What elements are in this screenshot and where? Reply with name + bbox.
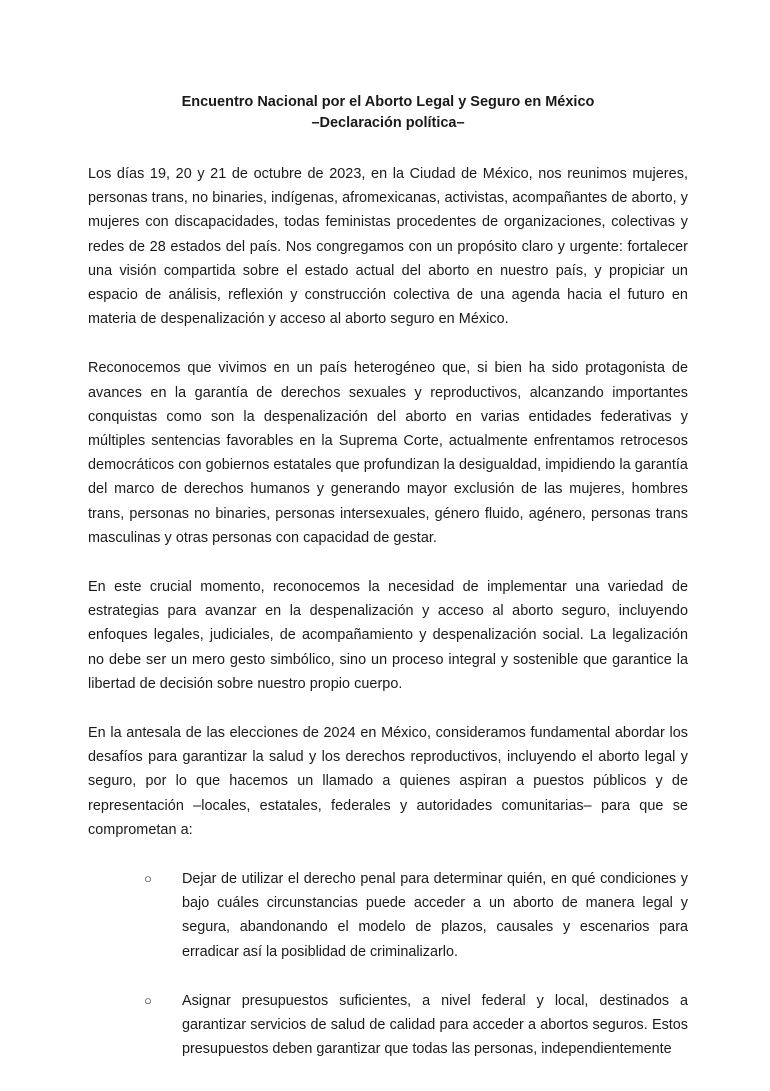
- list-item: [88, 989, 688, 1062]
- paragraph-context: Reconocemos que vivimos en un país heterogéneo que, si bien ha sido protagonista de avances en la garantía de derechos sexuales y reproductivos, alcanzando importantes conquistas como son la despenalización del aborto en varias entidades federativas y múltiples sentencias favorables en la Suprema Corte, actualmente enfrentamos retrocesos democráticos con gobiernos estatales que profundizan la desigualdad, impidiendo la garantía del marco de derechos humanos y generando mayor exclusión de las mujeres, hombres trans, personas no binaries, personas intersexuales, género fluido, agénero, personas trans masculinas y otras personas con capacidad de gestar.: [88, 360, 688, 546]
- document-header: [88, 92, 688, 134]
- list-item-text: Dejar de utilizar el derecho penal para determinar quién, en qué condiciones y bajo cuáles circunstancias puede acceder a un aborto de manera legal y segura, abandonando el modelo de plazos, causales y escenarios para erradicar así la posiblidad de criminalizarlo.: [182, 871, 688, 960]
- paragraph-elections: En la antesala de las elecciones de 2024 en México, consideramos fundamental abordar los desafíos para garantizar la salud y los derechos reproductivos, incluyendo el aborto legal y seguro, por lo que hacemos un llamado a quienes aspiran a puestos públicos y de representación –locales, estatales, federales y autoridades comunitarias– para que se comprometan a:: [88, 725, 688, 838]
- circle-bullet-icon: ○: [144, 871, 152, 887]
- commitments-list: [88, 867, 688, 1061]
- document-subtitle: –Declaración política–: [311, 115, 465, 131]
- circle-bullet-icon: ○: [144, 992, 152, 1008]
- paragraph-intro: Los días 19, 20 y 21 de octubre de 2023, en la Ciudad de México, nos reunimos mujeres, personas trans, no binaries, indígenas, afromexicanas, activistas, acompañantes de aborto, y mujeres con discapacidades, todas feministas procedentes de organizaciones, colectivas y redes de 28 estados del país. Nos congregamos con un propósito claro y urgente: fortalecer una visión compartida sobre el estado actual del aborto en nuestro país, y propiciar un espacio de análisis, reflexión y construcción colectiva de una agenda hacia el futuro en materia de despenalización y acceso al aborto seguro en México.: [88, 166, 688, 328]
- list-item: [88, 867, 688, 964]
- paragraph-strategies: En este crucial momento, reconocemos la necesidad de implementar una variedad de estrategias para avanzar en la despenalización y acceso al aborto seguro, incluyendo enfoques legales, judiciales, de acompañamiento y despenalización social. La legalización no debe ser un mero gesto simbólico, sino un proceso integral y sostenible que garantice la libertad de decisión sobre nuestro propio cuerpo.: [88, 579, 688, 692]
- list-item-text: Asignar presupuestos suficientes, a nivel federal y local, destinados a garantizar servicios de salud de calidad para acceder a abortos seguros. Estos presupuestos deben garantizar que todas las personas, independientemente: [182, 992, 688, 1058]
- document-title: Encuentro Nacional por el Aborto Legal y Seguro en México: [181, 94, 595, 110]
